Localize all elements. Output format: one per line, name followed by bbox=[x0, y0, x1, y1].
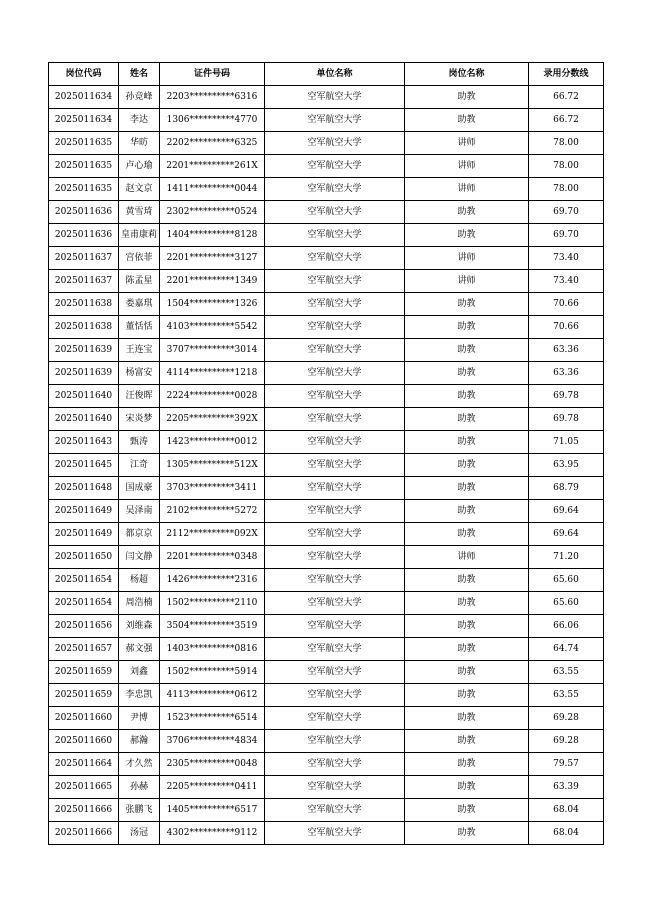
post-name-cell: 助教 bbox=[405, 477, 529, 500]
table-row bbox=[49, 684, 604, 707]
post-name-cell: 助教 bbox=[405, 799, 529, 822]
name-cell: 陈孟星 bbox=[119, 270, 160, 293]
post-name-cell: 讲师 bbox=[405, 155, 529, 178]
name-cell: 刘维森 bbox=[119, 615, 160, 638]
name-cell: 郝文强 bbox=[119, 638, 160, 661]
name-cell: 娄嘉琪 bbox=[119, 293, 160, 316]
name-cell: 黄雪琦 bbox=[119, 201, 160, 224]
name-cell: 杨富安 bbox=[119, 362, 160, 385]
post-name-cell: 助教 bbox=[405, 592, 529, 615]
post-code-cell: 2025011654 bbox=[49, 569, 119, 592]
post-code-cell: 2025011636 bbox=[49, 224, 119, 247]
post-name-cell: 助教 bbox=[405, 408, 529, 431]
name-cell: 华昉 bbox=[119, 132, 160, 155]
id-number-cell: 3707**********3014 bbox=[160, 339, 265, 362]
post-name-cell: 讲师 bbox=[405, 270, 529, 293]
post-name-cell: 助教 bbox=[405, 431, 529, 454]
post-name-cell: 助教 bbox=[405, 109, 529, 132]
id-number-cell: 4114**********1218 bbox=[160, 362, 265, 385]
score-cell: 63.55 bbox=[529, 684, 604, 707]
table-row bbox=[49, 707, 604, 730]
unit-name-cell: 空军航空大学 bbox=[265, 155, 405, 178]
unit-name-cell: 空军航空大学 bbox=[265, 362, 405, 385]
id-number-cell: 1305**********512X bbox=[160, 454, 265, 477]
post-code-cell: 2025011657 bbox=[49, 638, 119, 661]
table-row bbox=[49, 86, 604, 109]
name-cell: 王连宝 bbox=[119, 339, 160, 362]
post-name-cell: 助教 bbox=[405, 684, 529, 707]
id-number-cell: 1423**********0012 bbox=[160, 431, 265, 454]
unit-name-cell: 空军航空大学 bbox=[265, 201, 405, 224]
unit-name-cell: 空军航空大学 bbox=[265, 247, 405, 270]
name-cell: 国成豪 bbox=[119, 477, 160, 500]
post-name-cell: 助教 bbox=[405, 638, 529, 661]
name-cell: 汤冠 bbox=[119, 822, 160, 845]
id-number-cell: 4113**********0612 bbox=[160, 684, 265, 707]
id-number-cell: 2203**********6316 bbox=[160, 86, 265, 109]
table-row bbox=[49, 109, 604, 132]
post-code-cell: 2025011664 bbox=[49, 753, 119, 776]
unit-name-cell: 空军航空大学 bbox=[265, 270, 405, 293]
unit-name-cell: 空军航空大学 bbox=[265, 546, 405, 569]
post-name-cell: 助教 bbox=[405, 523, 529, 546]
unit-name-cell: 空军航空大学 bbox=[265, 477, 405, 500]
post-name-cell: 讲师 bbox=[405, 247, 529, 270]
unit-name-cell: 空军航空大学 bbox=[265, 86, 405, 109]
table-row bbox=[49, 776, 604, 799]
id-number-cell: 2201**********0348 bbox=[160, 546, 265, 569]
table-row bbox=[49, 224, 604, 247]
name-cell: 才久然 bbox=[119, 753, 160, 776]
name-cell: 宫依菲 bbox=[119, 247, 160, 270]
score-cell: 79.57 bbox=[529, 753, 604, 776]
post-code-cell: 2025011656 bbox=[49, 615, 119, 638]
table-row bbox=[49, 293, 604, 316]
name-cell: 张鹏飞 bbox=[119, 799, 160, 822]
unit-name-cell: 空军航空大学 bbox=[265, 454, 405, 477]
id-number-cell: 1403**********0816 bbox=[160, 638, 265, 661]
id-number-cell: 3504**********3519 bbox=[160, 615, 265, 638]
name-cell: 甄涛 bbox=[119, 431, 160, 454]
post-name-cell: 助教 bbox=[405, 661, 529, 684]
score-cell: 78.00 bbox=[529, 155, 604, 178]
post-code-cell: 2025011649 bbox=[49, 523, 119, 546]
id-number-cell: 2112**********092X bbox=[160, 523, 265, 546]
post-code-cell: 2025011659 bbox=[49, 684, 119, 707]
post-name-cell: 助教 bbox=[405, 753, 529, 776]
post-name-cell: 助教 bbox=[405, 316, 529, 339]
name-cell: 李达 bbox=[119, 109, 160, 132]
id-number-cell: 4103**********5542 bbox=[160, 316, 265, 339]
post-name-cell: 助教 bbox=[405, 339, 529, 362]
unit-name-cell: 空军航空大学 bbox=[265, 707, 405, 730]
post-code-cell: 2025011634 bbox=[49, 109, 119, 132]
unit-name-cell: 空军航空大学 bbox=[265, 316, 405, 339]
score-cell: 71.05 bbox=[529, 431, 604, 454]
table-row bbox=[49, 569, 604, 592]
unit-name-cell: 空军航空大学 bbox=[265, 339, 405, 362]
table-row bbox=[49, 132, 604, 155]
table-row bbox=[49, 638, 604, 661]
id-number-cell: 1405**********6517 bbox=[160, 799, 265, 822]
unit-name-cell: 空军航空大学 bbox=[265, 615, 405, 638]
post-name-cell: 助教 bbox=[405, 776, 529, 799]
id-number-cell: 1502**********5914 bbox=[160, 661, 265, 684]
post-code-cell: 2025011640 bbox=[49, 385, 119, 408]
header-unit-name: 单位名称 bbox=[265, 63, 405, 86]
name-cell: 闫文静 bbox=[119, 546, 160, 569]
post-code-cell: 2025011635 bbox=[49, 132, 119, 155]
unit-name-cell: 空军航空大学 bbox=[265, 592, 405, 615]
post-name-cell: 助教 bbox=[405, 385, 529, 408]
score-cell: 69.64 bbox=[529, 523, 604, 546]
unit-name-cell: 空军航空大学 bbox=[265, 109, 405, 132]
score-cell: 68.04 bbox=[529, 799, 604, 822]
header-score-line: 录用分数线 bbox=[529, 63, 604, 86]
score-cell: 69.70 bbox=[529, 224, 604, 247]
unit-name-cell: 空军航空大学 bbox=[265, 178, 405, 201]
table-row bbox=[49, 270, 604, 293]
unit-name-cell: 空军航空大学 bbox=[265, 638, 405, 661]
score-cell: 78.00 bbox=[529, 132, 604, 155]
table-row bbox=[49, 362, 604, 385]
score-cell: 66.06 bbox=[529, 615, 604, 638]
score-cell: 63.36 bbox=[529, 339, 604, 362]
post-code-cell: 2025011636 bbox=[49, 201, 119, 224]
id-number-cell: 1404**********8128 bbox=[160, 224, 265, 247]
post-code-cell: 2025011666 bbox=[49, 799, 119, 822]
id-number-cell: 2302**********0524 bbox=[160, 201, 265, 224]
id-number-cell: 1426**********2316 bbox=[160, 569, 265, 592]
post-name-cell: 助教 bbox=[405, 822, 529, 845]
table-row bbox=[49, 408, 604, 431]
post-code-cell: 2025011640 bbox=[49, 408, 119, 431]
score-cell: 64.74 bbox=[529, 638, 604, 661]
table-row bbox=[49, 546, 604, 569]
score-cell: 69.70 bbox=[529, 201, 604, 224]
post-code-cell: 2025011643 bbox=[49, 431, 119, 454]
name-cell: 孙竞峰 bbox=[119, 86, 160, 109]
score-cell: 73.40 bbox=[529, 270, 604, 293]
score-cell: 69.28 bbox=[529, 730, 604, 753]
post-name-cell: 讲师 bbox=[405, 178, 529, 201]
unit-name-cell: 空军航空大学 bbox=[265, 385, 405, 408]
id-number-cell: 3703**********3411 bbox=[160, 477, 265, 500]
name-cell: 赵文京 bbox=[119, 178, 160, 201]
score-cell: 70.66 bbox=[529, 316, 604, 339]
table-row bbox=[49, 799, 604, 822]
score-cell: 63.55 bbox=[529, 661, 604, 684]
table-row bbox=[49, 753, 604, 776]
unit-name-cell: 空军航空大学 bbox=[265, 293, 405, 316]
table-row bbox=[49, 339, 604, 362]
post-name-cell: 助教 bbox=[405, 500, 529, 523]
post-name-cell: 助教 bbox=[405, 86, 529, 109]
table-row bbox=[49, 615, 604, 638]
id-number-cell: 4302**********9112 bbox=[160, 822, 265, 845]
unit-name-cell: 空军航空大学 bbox=[265, 500, 405, 523]
post-code-cell: 2025011660 bbox=[49, 730, 119, 753]
name-cell: 刘鑫 bbox=[119, 661, 160, 684]
score-cell: 68.04 bbox=[529, 822, 604, 845]
score-cell: 66.72 bbox=[529, 109, 604, 132]
table-row bbox=[49, 661, 604, 684]
table-row bbox=[49, 454, 604, 477]
post-name-cell: 助教 bbox=[405, 293, 529, 316]
admission-table-container bbox=[48, 62, 604, 845]
post-code-cell: 2025011638 bbox=[49, 316, 119, 339]
id-number-cell: 2305**********0048 bbox=[160, 753, 265, 776]
post-code-cell: 2025011645 bbox=[49, 454, 119, 477]
table-row bbox=[49, 523, 604, 546]
table-row bbox=[49, 500, 604, 523]
unit-name-cell: 空军航空大学 bbox=[265, 224, 405, 247]
id-number-cell: 3706**********4834 bbox=[160, 730, 265, 753]
unit-name-cell: 空军航空大学 bbox=[265, 132, 405, 155]
post-name-cell: 助教 bbox=[405, 362, 529, 385]
post-name-cell: 助教 bbox=[405, 615, 529, 638]
name-cell: 皇甫康莉 bbox=[119, 224, 160, 247]
score-cell: 69.78 bbox=[529, 385, 604, 408]
unit-name-cell: 空军航空大学 bbox=[265, 431, 405, 454]
id-number-cell: 2224**********0028 bbox=[160, 385, 265, 408]
table-row bbox=[49, 730, 604, 753]
unit-name-cell: 空军航空大学 bbox=[265, 753, 405, 776]
score-cell: 69.78 bbox=[529, 408, 604, 431]
table-row bbox=[49, 477, 604, 500]
post-code-cell: 2025011639 bbox=[49, 362, 119, 385]
score-cell: 66.72 bbox=[529, 86, 604, 109]
name-cell: 董恬恬 bbox=[119, 316, 160, 339]
post-code-cell: 2025011648 bbox=[49, 477, 119, 500]
post-code-cell: 2025011650 bbox=[49, 546, 119, 569]
id-number-cell: 2205**********392X bbox=[160, 408, 265, 431]
score-cell: 63.39 bbox=[529, 776, 604, 799]
unit-name-cell: 空军航空大学 bbox=[265, 523, 405, 546]
post-code-cell: 2025011666 bbox=[49, 822, 119, 845]
header-name: 姓名 bbox=[119, 63, 160, 86]
post-code-cell: 2025011635 bbox=[49, 178, 119, 201]
post-code-cell: 2025011637 bbox=[49, 270, 119, 293]
score-cell: 69.64 bbox=[529, 500, 604, 523]
post-code-cell: 2025011654 bbox=[49, 592, 119, 615]
score-cell: 78.00 bbox=[529, 178, 604, 201]
id-number-cell: 1411**********0044 bbox=[160, 178, 265, 201]
score-cell: 65.60 bbox=[529, 592, 604, 615]
name-cell: 尹博 bbox=[119, 707, 160, 730]
table-row bbox=[49, 247, 604, 270]
post-code-cell: 2025011659 bbox=[49, 661, 119, 684]
unit-name-cell: 空军航空大学 bbox=[265, 730, 405, 753]
name-cell: 杨超 bbox=[119, 569, 160, 592]
post-name-cell: 讲师 bbox=[405, 546, 529, 569]
admission-table bbox=[48, 62, 604, 845]
score-cell: 68.79 bbox=[529, 477, 604, 500]
score-cell: 65.60 bbox=[529, 569, 604, 592]
post-name-cell: 助教 bbox=[405, 730, 529, 753]
post-name-cell: 讲师 bbox=[405, 132, 529, 155]
id-number-cell: 2201**********261X bbox=[160, 155, 265, 178]
name-cell: 汪俊晖 bbox=[119, 385, 160, 408]
id-number-cell: 1504**********1326 bbox=[160, 293, 265, 316]
header-id-number: 证件号码 bbox=[160, 63, 265, 86]
id-number-cell: 2102**********5272 bbox=[160, 500, 265, 523]
id-number-cell: 2205**********0411 bbox=[160, 776, 265, 799]
post-code-cell: 2025011634 bbox=[49, 86, 119, 109]
name-cell: 孙赫 bbox=[119, 776, 160, 799]
table-row bbox=[49, 822, 604, 845]
post-code-cell: 2025011639 bbox=[49, 339, 119, 362]
name-cell: 都京京 bbox=[119, 523, 160, 546]
header-post-code: 岗位代码 bbox=[49, 63, 119, 86]
table-header-row bbox=[49, 63, 604, 86]
unit-name-cell: 空军航空大学 bbox=[265, 569, 405, 592]
score-cell: 63.95 bbox=[529, 454, 604, 477]
name-cell: 宋炎梦 bbox=[119, 408, 160, 431]
table-row bbox=[49, 316, 604, 339]
score-cell: 69.28 bbox=[529, 707, 604, 730]
score-cell: 71.20 bbox=[529, 546, 604, 569]
unit-name-cell: 空军航空大学 bbox=[265, 408, 405, 431]
unit-name-cell: 空军航空大学 bbox=[265, 822, 405, 845]
table-row bbox=[49, 155, 604, 178]
unit-name-cell: 空军航空大学 bbox=[265, 684, 405, 707]
table-row bbox=[49, 178, 604, 201]
name-cell: 卢心瑜 bbox=[119, 155, 160, 178]
post-code-cell: 2025011660 bbox=[49, 707, 119, 730]
name-cell: 吴泽南 bbox=[119, 500, 160, 523]
id-number-cell: 1502**********2110 bbox=[160, 592, 265, 615]
header-post-name: 岗位名称 bbox=[405, 63, 529, 86]
post-name-cell: 助教 bbox=[405, 454, 529, 477]
score-cell: 63.36 bbox=[529, 362, 604, 385]
name-cell: 郝瀚 bbox=[119, 730, 160, 753]
post-name-cell: 助教 bbox=[405, 224, 529, 247]
post-name-cell: 助教 bbox=[405, 201, 529, 224]
post-name-cell: 助教 bbox=[405, 707, 529, 730]
table-row bbox=[49, 385, 604, 408]
post-code-cell: 2025011637 bbox=[49, 247, 119, 270]
post-code-cell: 2025011638 bbox=[49, 293, 119, 316]
score-cell: 70.66 bbox=[529, 293, 604, 316]
post-code-cell: 2025011635 bbox=[49, 155, 119, 178]
id-number-cell: 1306**********4770 bbox=[160, 109, 265, 132]
unit-name-cell: 空军航空大学 bbox=[265, 776, 405, 799]
table-row bbox=[49, 431, 604, 454]
table-row bbox=[49, 201, 604, 224]
score-cell: 73.40 bbox=[529, 247, 604, 270]
table-body bbox=[49, 86, 604, 845]
id-number-cell: 2201**********3127 bbox=[160, 247, 265, 270]
id-number-cell: 1523**********6514 bbox=[160, 707, 265, 730]
unit-name-cell: 空军航空大学 bbox=[265, 799, 405, 822]
unit-name-cell: 空军航空大学 bbox=[265, 661, 405, 684]
post-name-cell: 助教 bbox=[405, 569, 529, 592]
name-cell: 周浩楠 bbox=[119, 592, 160, 615]
name-cell: 江奇 bbox=[119, 454, 160, 477]
id-number-cell: 2201**********1349 bbox=[160, 270, 265, 293]
id-number-cell: 2202**********6325 bbox=[160, 132, 265, 155]
post-code-cell: 2025011665 bbox=[49, 776, 119, 799]
name-cell: 李忠凯 bbox=[119, 684, 160, 707]
table-row bbox=[49, 592, 604, 615]
post-code-cell: 2025011649 bbox=[49, 500, 119, 523]
